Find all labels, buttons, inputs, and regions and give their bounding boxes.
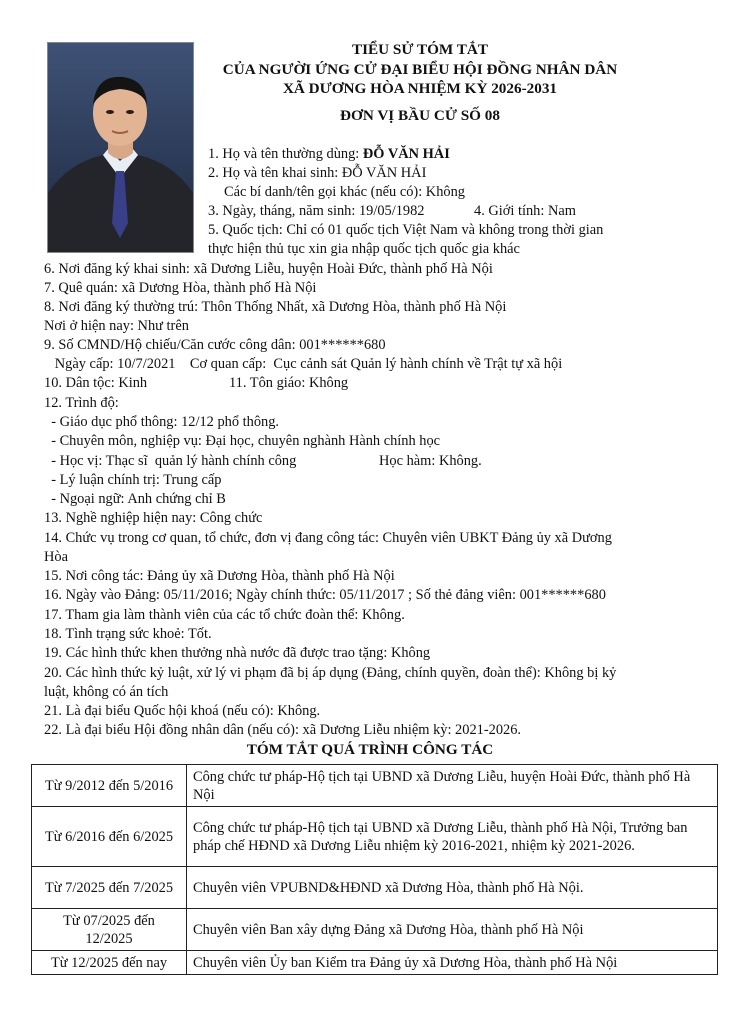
table-row <box>32 909 718 951</box>
bio-line-18: 18. Tình trạng sức khoẻ: Tốt. <box>44 626 212 642</box>
bio-line-17: 17. Tham gia làm thành viên của các tổ chức đoàn thể: Không. <box>44 607 405 623</box>
bio-line-14a: 14. Chức vụ trong cơ quan, tổ chức, đơn vị đang công tác: Chuyên viên UBKT Đảng ủy xã Dương <box>44 530 612 546</box>
table-row <box>32 951 718 975</box>
bio-line-3: 3. Ngày, tháng, năm sinh: 19/05/1982 <box>208 203 425 219</box>
common-name-label: 1. Họ và tên thường dùng: <box>208 146 363 162</box>
header-subtitle: CỦA NGƯỜI ỨNG CỬ ĐẠI BIỂU HỘI ĐỒNG NHÂN DÂN <box>222 60 618 78</box>
header-title: TIỂU SỬ TÓM TẮT <box>351 41 489 58</box>
bio-line-5a: 5. Quốc tịch: Chỉ có 01 quốc tịch Việt Nam và không trong thời gian <box>208 222 604 238</box>
work-history-table <box>31 764 718 975</box>
period-cell: Từ 9/2012 đến 5/2016 <box>32 765 187 807</box>
bio-line-12d: - Lý luận chính trị: Trung cấp <box>44 472 222 488</box>
bio-line-8: 8. Nơi đăng ký thường trú: Thôn Thống Nhất, xã Dương Hòa, thành phố Hà Nội <box>44 299 507 315</box>
bio-line-12a: - Giáo dục phổ thông: 12/12 phổ thông. <box>44 414 280 430</box>
bio-line-15: 15. Nơi công tác: Đảng ủy xã Dương Hòa, thành phố Hà Nội <box>44 568 395 584</box>
bio-line-2: 2. Họ và tên khai sinh: ĐỖ VĂN HẢI <box>208 165 427 181</box>
table-row <box>32 765 718 807</box>
period-cell: Từ 7/2025 đến 7/2025 <box>32 867 187 909</box>
bio-line-9: 9. Số CMND/Hộ chiếu/Căn cước công dân: 001******680 <box>44 337 386 353</box>
work-history-title: TÓM TẮT QUÁ TRÌNH CÔNG TÁC <box>246 741 494 758</box>
document-header <box>200 40 640 125</box>
description-cell: Công chức tư pháp-Hộ tịch tại UBND xã Dương Liễu, thành phố Hà Nội, Trưởng ban pháp chế HĐND xã Dương Liễu nhiệm kỳ 2016-2021, nhiệm kỳ 2021-2026. <box>187 807 718 867</box>
bio-line-12b: - Chuyên môn, nghiệp vụ: Đại học, chuyên nghành Hành chính học <box>44 433 441 449</box>
description-cell: Chuyên viên VPUBND&HĐND xã Dương Hòa, thành phố Hà Nội. <box>187 867 718 909</box>
bio-line-14b: Hòa <box>44 549 68 565</box>
bio-line-2b: Các bí danh/tên gọi khác (nếu có): Không <box>224 184 465 200</box>
bio-line-22: 22. Là đại biểu Hội đồng nhân dân (nếu có): xã Dương Liễu nhiệm kỳ: 2021-2026. <box>44 722 522 738</box>
bio-line-21: 21. Là đại biểu Quốc hội khoá (nếu có): Không. <box>44 703 321 719</box>
bio-line-12: 12. Trình độ: <box>44 395 119 411</box>
portrait-photo <box>47 42 194 253</box>
header-term: XÃ DƯƠNG HÒA NHIỆM KỲ 2026-2031 <box>282 80 558 97</box>
description-cell: Chuyên viên Ủy ban Kiểm tra Đảng ủy xã Dương Hòa, thành phố Hà Nội <box>187 951 718 975</box>
bio-line-5b: thực hiện thủ tục xin gia nhập quốc tịch quốc gia khác <box>208 241 520 257</box>
bio-line-11: 11. Tôn giáo: Không <box>229 375 349 391</box>
bio-line-1 <box>208 145 450 163</box>
header-unit: ĐƠN VỊ BẦU CỬ SỐ 08 <box>340 106 500 124</box>
bio-line-4: 4. Giới tính: Nam <box>474 203 576 219</box>
period-cell: Từ 07/2025 đến 12/2025 <box>32 909 187 951</box>
bio-line-16: 16. Ngày vào Đảng: 05/11/2016; Ngày chính thức: 05/11/2017 ; Số thẻ đảng viên: 001******680 <box>44 587 606 603</box>
table-row <box>32 867 718 909</box>
common-name-value: ĐỖ VĂN HẢI <box>362 146 450 162</box>
bio-line-12e: - Ngoại ngữ: Anh chứng chỉ B <box>44 491 226 507</box>
bio-line-13: 13. Nghề nghiệp hiện nay: Công chức <box>44 510 263 526</box>
bio-line-7: 7. Quê quán: xã Dương Hòa, thành phố Hà Nội <box>44 280 317 296</box>
bio-line-10: 10. Dân tộc: Kinh <box>44 375 148 391</box>
bio-line-20a: 20. Các hình thức kỷ luật, xử lý vi phạm đã bị áp dụng (Đảng, chính quyền, đoàn thể): Không bị kỷ <box>44 665 617 681</box>
bio-line-12c-rank: Học hàm: Không. <box>379 453 482 469</box>
table-row <box>32 807 718 867</box>
bio-line-19: 19. Các hình thức khen thưởng nhà nước đã được trao tặng: Không <box>44 645 431 661</box>
bio-line-12c: - Học vị: Thạc sĩ quản lý hành chính công <box>44 453 297 469</box>
period-cell: Từ 6/2016 đến 6/2025 <box>32 807 187 867</box>
bio-line-8b: Nơi ở hiện nay: Như trên <box>44 318 189 334</box>
bio-line-20b: luật, không có án tích <box>44 684 169 700</box>
period-cell: Từ 12/2025 đến nay <box>32 951 187 975</box>
description-cell: Công chức tư pháp-Hộ tịch tại UBND xã Dương Liễu, huyện Hoài Đức, thành phố Hà Nội <box>187 765 718 807</box>
bio-line-6: 6. Nơi đăng ký khai sinh: xã Dương Liễu, huyện Hoài Đức, thành phố Hà Nội <box>44 261 493 277</box>
bio-line-9b: Ngày cấp: 10/7/2021 Cơ quan cấp: Cục cảnh sát Quản lý hành chính về Trật tự xã hội <box>44 356 563 372</box>
description-cell: Chuyên viên Ban xây dựng Đảng xã Dương Hòa, thành phố Hà Nội <box>187 909 718 951</box>
